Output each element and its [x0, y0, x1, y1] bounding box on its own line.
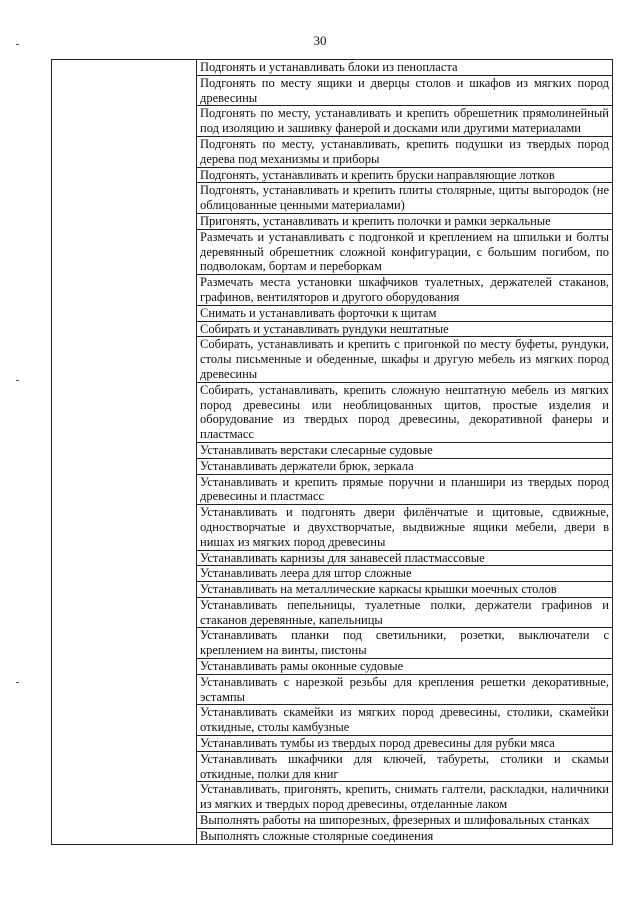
margin-mark — [16, 380, 19, 381]
task-item: Собирать, устанавливать, крепить сложную нештатную мебель из мягких пород древесины или необлицованных щитов, простые изделия и оборудование из твердых пород древесины, декоративной фанеры и пластмасс — [197, 382, 613, 442]
task-item: Подгонять по месту, устанавливать, крепить подушки из твердых пород дерева под механизмы и приборы — [197, 136, 613, 167]
task-item: Устанавливать верстаки слесарные судовые — [197, 442, 613, 458]
tasks-table — [51, 59, 613, 845]
page-number: 30 — [313, 33, 327, 48]
task-item: Устанавливать и подгонять двери филёнчатые и щитовые, сдвижные, одностворчатые и двухстворчатые, выдвижные ящики мебели, двери в нишах из мягких пород древесины — [197, 505, 613, 550]
table-row — [52, 60, 613, 76]
task-item: Устанавливать тумбы из твердых пород древесины для рубки мяса — [197, 736, 613, 752]
task-item: Устанавливать, пригонять, крепить, снимать галтели, раскладки, наличники из мягких и твердых пород древесины, отделанные лаком — [197, 782, 613, 813]
tasks-table-body — [52, 60, 613, 845]
task-item: Снимать и устанавливать форточки к щитам — [197, 305, 613, 321]
task-item: Собирать и устанавливать рундуки нештатные — [197, 321, 613, 337]
task-item: Устанавливать скамейки из мягких пород древесины, столики, скамейки откидные, столы камбузные — [197, 705, 613, 736]
margin-mark — [16, 44, 19, 45]
qualification-cell — [52, 60, 197, 845]
margin-mark — [16, 682, 19, 683]
task-item: Подгонять и устанавливать блоки из пенопласта — [197, 60, 613, 76]
task-item: Выполнять сложные столярные соединения — [197, 828, 613, 844]
task-item: Устанавливать держатели брюк, зеркала — [197, 458, 613, 474]
task-item: Устанавливать рамы оконные судовые — [197, 659, 613, 675]
task-item: Устанавливать планки под светильники, розетки, выключатели с креплением на винты, пистоны — [197, 628, 613, 659]
task-item: Подгонять по месту ящики и дверцы столов и шкафов из мягких пород древесины — [197, 75, 613, 106]
task-item: Собирать, устанавливать и крепить с пригонкой по месту буфеты, рундуки, столы письменные и обеденные, шкафы и другую мебель из мягких пород древесины — [197, 337, 613, 382]
task-item: Пригонять, устанавливать и крепить полочки и рамки зеркальные — [197, 213, 613, 229]
task-item: Размечать места установки шкафчиков туалетных, держателей стаканов, графинов, вентиляторов и другого оборудования — [197, 275, 613, 306]
task-item: Подгонять, устанавливать и крепить плиты столярные, щиты выгородок (не облицованные ценными материалами) — [197, 183, 613, 214]
task-item: Устанавливать шкафчики для ключей, табуреты, столики и скамьи откидные, полки для книг — [197, 751, 613, 782]
task-item: Размечать и устанавливать с подгонкой и креплением на шпильки и болты деревянный обрешетник сложной конфигурации, с большим погибом, по подволокам, бортам и переборкам — [197, 229, 613, 274]
task-item: Устанавливать леера для штор сложные — [197, 566, 613, 582]
task-item: Устанавливать на металлические каркасы крышки моечных столов — [197, 582, 613, 598]
task-item: Выполнять работы на шипорезных, фрезерных и шлифовальных станках — [197, 813, 613, 829]
task-item: Подгонять по месту, устанавливать и крепить обрешетник прямолинейный под изоляцию и зашивку фанерой и досками или другими материалами — [197, 106, 613, 137]
task-item: Устанавливать и крепить прямые поручни и планшири из твердых пород древесины и пластмасс — [197, 474, 613, 505]
task-item: Подгонять, устанавливать и крепить бруски направляющие лотков — [197, 167, 613, 183]
task-item: Устанавливать пепельницы, туалетные полки, держатели графинов и стаканов деревянные, капельницы — [197, 597, 613, 628]
task-item: Устанавливать карнизы для занавесей пластмассовые — [197, 550, 613, 566]
task-item: Устанавливать с нарезкой резьбы для крепления решетки декоративные, эстампы — [197, 674, 613, 705]
